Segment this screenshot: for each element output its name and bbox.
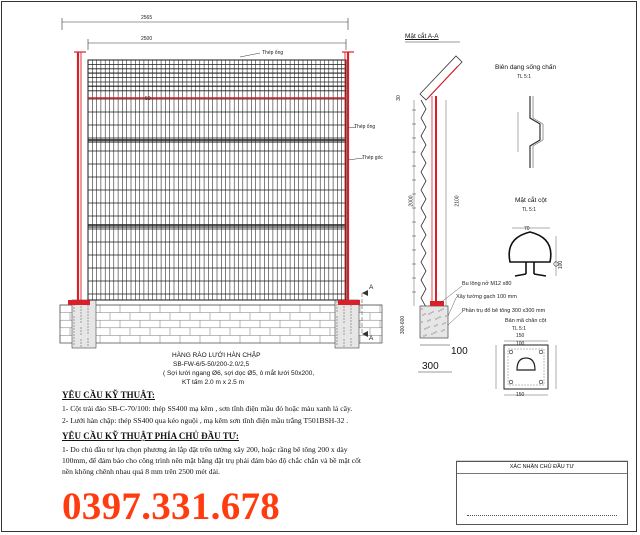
concrete-pad <box>72 300 96 348</box>
concrete-speck <box>428 313 429 314</box>
concrete-speck <box>432 311 433 312</box>
concrete-speck <box>343 306 344 307</box>
section-arrow <box>362 290 368 296</box>
concrete-speck <box>87 320 88 321</box>
section-title: Mặt cắt A-A <box>405 33 439 40</box>
plate-title: Bản mã chân cột <box>505 318 547 324</box>
concrete-speck <box>431 333 432 334</box>
concrete-speck <box>350 308 351 309</box>
post-title: Mặt cắt cột <box>515 197 547 204</box>
concrete-speck <box>444 322 445 323</box>
concrete-speck <box>73 343 74 344</box>
post-section-shape <box>509 232 551 262</box>
concrete-speck <box>442 323 443 324</box>
bracket-top-label: Thép ống <box>262 50 284 56</box>
concrete-speck <box>350 329 351 330</box>
bolt-hole <box>509 380 513 384</box>
bracket-post-label: Thép ống <box>354 124 376 130</box>
top-arm <box>420 56 462 100</box>
concrete-speck <box>343 342 344 343</box>
section-dim-height: 2000 <box>408 195 415 207</box>
concrete-speck <box>73 337 74 338</box>
post-dim-h: 100 <box>558 260 565 270</box>
owner-confirmation-box <box>456 461 628 525</box>
tech-requirements-title: YÊU CẦU KỸ THUẬT: <box>62 390 155 400</box>
concrete-speck <box>87 305 88 306</box>
owner-requirements-title: YÊU CẦU KỸ THUẬT PHÍA CHỦ ĐẦU TƯ: <box>62 431 239 441</box>
concrete-speck <box>73 319 74 320</box>
fence-size: KT tấm 2.0 m x 2.5 m <box>182 379 245 386</box>
concrete-speck <box>343 309 344 310</box>
bolt-hole <box>509 350 513 354</box>
concrete-speck <box>87 332 88 333</box>
concrete-speck <box>440 309 441 310</box>
concrete-speck <box>87 314 88 315</box>
concrete-speck <box>336 331 337 332</box>
bolt-hole <box>539 350 543 354</box>
concrete-speck <box>350 332 351 333</box>
tech-requirement-1: 1- Cột trải đảo SB-C-70/100: thép SS400 mạ kẽm , sơn tĩnh điện mầu đỏ hoặc màu xanh lá cây. <box>62 404 353 413</box>
concrete-speck <box>421 321 422 322</box>
concrete-speck <box>80 312 81 313</box>
concrete-speck <box>350 344 351 345</box>
concrete-speck <box>87 326 88 327</box>
concrete-speck <box>336 340 337 341</box>
callout-brick: Xây tường gạch 100 mm <box>456 294 517 300</box>
fence-spec: ( Sợi lưới ngang Ø6, sợi dọc Ø5, ô mắt lưới 50x200, <box>163 370 315 377</box>
concrete-speck <box>87 308 88 309</box>
section-marker-top: A <box>369 284 374 291</box>
concrete-speck <box>350 338 351 339</box>
concrete-speck <box>336 343 337 344</box>
concrete-speck <box>80 315 81 316</box>
concrete-speck <box>434 325 435 326</box>
concrete-speck <box>350 326 351 327</box>
concrete-speck <box>80 318 81 319</box>
concrete-speck <box>422 314 423 315</box>
section-dim-total: 2100 <box>454 195 461 207</box>
concrete-speck <box>343 330 344 331</box>
concrete-speck <box>350 311 351 312</box>
profile-scale: TL 5:1 <box>517 74 531 80</box>
concrete-speck <box>430 312 431 313</box>
concrete-speck <box>87 311 88 312</box>
post-scale: TL 5:1 <box>522 207 536 213</box>
concrete-speck <box>336 319 337 320</box>
concrete-speck <box>435 331 436 332</box>
concrete-speck <box>73 307 74 308</box>
concrete-speck <box>350 323 351 324</box>
concrete-speck <box>80 342 81 343</box>
concrete-speck <box>350 317 351 318</box>
concrete-speck <box>336 304 337 305</box>
concrete-speck <box>73 328 74 329</box>
concrete-speck <box>73 322 74 323</box>
concrete-speck <box>80 330 81 331</box>
concrete-speck <box>80 333 81 334</box>
concrete-speck <box>443 329 444 330</box>
concrete-speck <box>343 312 344 313</box>
tech-requirement-2: 2- Lưới hàn chập: thép SS400 qua kéo nguội , mạ kẽm sơn tĩnh điện mầu trắng T501BSH-32 . <box>62 416 349 425</box>
section-dim-foot: 300 <box>422 361 439 372</box>
concrete-speck <box>87 323 88 324</box>
concrete-speck <box>437 317 438 318</box>
concrete-speck <box>343 333 344 334</box>
concrete-speck <box>73 325 74 326</box>
concrete-speck <box>336 334 337 335</box>
concrete-speck <box>445 315 446 316</box>
base-plate-post <box>517 358 535 370</box>
concrete-speck <box>343 321 344 322</box>
top-arm-rail <box>428 66 458 98</box>
post-section-foot <box>515 274 546 276</box>
section-marker-bottom: A <box>369 335 374 342</box>
concrete-speck <box>336 316 337 317</box>
signature-line <box>467 515 617 516</box>
concrete-speck <box>336 301 337 302</box>
concrete-speck <box>87 329 88 330</box>
plate-scale: TL 5:1 <box>512 326 526 332</box>
concrete-speck <box>336 325 337 326</box>
concrete-speck <box>80 345 81 346</box>
concrete-speck <box>429 319 430 320</box>
concrete-speck <box>426 327 427 328</box>
profile-title: Biên dạng sống chấn <box>495 64 557 71</box>
concrete-speck <box>441 330 442 331</box>
concrete-speck <box>442 308 443 309</box>
concrete-speck <box>427 320 428 321</box>
concrete-speck <box>343 327 344 328</box>
owner-requirement-3: nền không chênh nhau quá 8 mm trên 2500 mét dài. <box>62 467 220 476</box>
dim-total: 2565 <box>141 15 153 21</box>
section-dim-bottom: 300-600 <box>400 315 407 335</box>
section-dim-top: 30 <box>395 95 402 101</box>
concrete-speck <box>87 317 88 318</box>
profile-shape-inner <box>533 96 543 168</box>
concrete-speck <box>336 307 337 308</box>
concrete-speck <box>350 320 351 321</box>
leader <box>348 158 363 160</box>
concrete-speck <box>336 337 337 338</box>
concrete-speck <box>80 321 81 322</box>
concrete-speck <box>350 341 351 342</box>
owner-requirement-2: 100mm, để đảm bảo cho công trình nên mặt bằng đặt trụ phải đảm bảo độ chắc chắn và bề mặt cốt <box>62 456 362 465</box>
concrete-speck <box>438 310 439 311</box>
concrete-speck <box>425 334 426 335</box>
fence-code: SB-FW-6/5-50/200-2.0/2,5 <box>173 361 250 368</box>
concrete-speck <box>343 345 344 346</box>
callout-bolt: Bu lông nở M12 x80 <box>462 281 512 287</box>
confirmation-title: XÁC NHẬN CHỦ ĐẦU TƯ <box>457 462 627 474</box>
fence-title: HÀNG RÀO LƯỚI HÀN CHẬP <box>172 352 261 359</box>
concrete-speck <box>87 338 88 339</box>
dim-top: 50 <box>145 96 151 102</box>
concrete-speck <box>73 316 74 317</box>
section-dim-base: 100 <box>451 346 468 357</box>
concrete-speck <box>421 308 422 309</box>
concrete-speck <box>343 339 344 340</box>
plate-dim-top: 150 <box>516 333 525 339</box>
dim-panel: 2500 <box>141 36 153 42</box>
concrete-speck <box>87 344 88 345</box>
concrete-speck <box>436 324 437 325</box>
concrete-speck <box>433 332 434 333</box>
base-plate-inner <box>508 349 544 385</box>
post-dim-w: 70 <box>524 226 530 232</box>
bracket-side-label: Thép góc <box>362 155 383 161</box>
concrete-speck <box>424 328 425 329</box>
concrete-pad <box>335 300 359 348</box>
concrete-speck <box>80 306 81 307</box>
plate-dim-inner: 100 <box>516 341 525 347</box>
bolt-hole <box>539 380 543 384</box>
base-plate <box>504 345 548 389</box>
owner-requirement-1: 1- Do chủ đầu tư lựa chọn phương án lắp đặt trên tường xây 200, hoặc rầng bê tông 200 x dày <box>62 445 348 454</box>
concrete-speck <box>428 326 429 327</box>
concrete-speck <box>439 316 440 317</box>
profile-shape <box>530 96 540 168</box>
leader <box>448 312 462 325</box>
concrete-speck <box>350 314 351 315</box>
leader <box>240 53 260 57</box>
concrete-speck <box>73 331 74 332</box>
concrete-speck <box>73 310 74 311</box>
leader <box>448 298 456 316</box>
left-base-plate <box>68 300 90 305</box>
phone-number: 0397.331.678 <box>62 485 281 528</box>
concrete-speck <box>80 309 81 310</box>
concrete-speck <box>336 328 337 329</box>
concrete-speck <box>336 310 337 311</box>
callout-concrete: Phần trụ đổ bê tông 300 x300 mm <box>462 308 546 314</box>
concrete-speck <box>87 341 88 342</box>
concrete-speck <box>80 339 81 340</box>
right-base-plate <box>338 300 360 305</box>
plate-dim-bottom: 150 <box>516 392 525 398</box>
concrete-speck <box>435 318 436 319</box>
concrete-speck <box>423 335 424 336</box>
concrete-speck <box>336 322 337 323</box>
concrete-speck <box>350 305 351 306</box>
section-mesh-profile <box>421 100 426 316</box>
concrete-speck <box>424 313 425 314</box>
concrete-speck <box>73 334 74 335</box>
concrete-speck <box>80 327 81 328</box>
concrete-speck <box>343 318 344 319</box>
concrete-speck <box>73 340 74 341</box>
concrete-speck <box>343 315 344 316</box>
brick-wall <box>60 305 382 343</box>
